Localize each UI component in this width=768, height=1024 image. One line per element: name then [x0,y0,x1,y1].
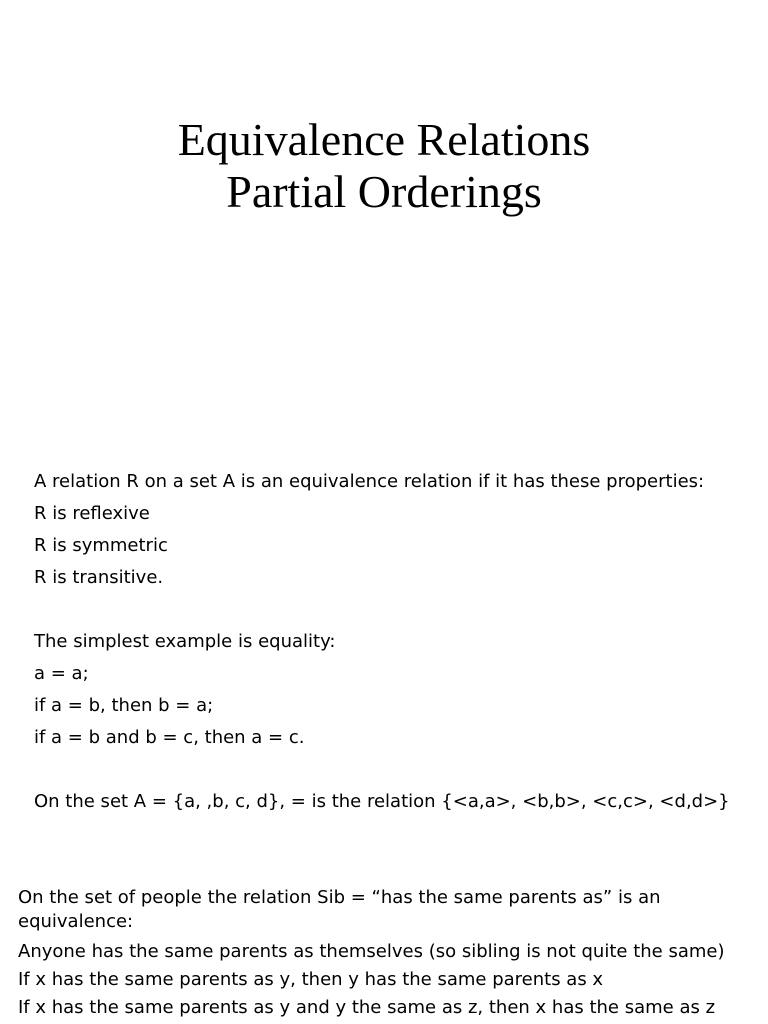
equality-intro: The simplest example is equality: [34,631,336,652]
equality-transitive-line: if a = b and b = c, then a = c. [34,727,305,748]
equality-reflexive-line: a = a; [34,663,89,684]
sibling-intro: On the set of people the relation Sib = “has the same parents as” is an equivalence: [18,887,661,932]
sibling-transitive-line: If x has the same parents as y and y the same as z, then x has the same as z [18,997,716,1018]
equality-symmetric-line: if a = b, then b = a; [34,695,214,716]
property-symmetric: R is symmetric [34,535,168,556]
sibling-example-block [18,886,725,1022]
equality-set-relation: On the set A = {a, ,b, c, d}, = is the relation {<a,a>, <b,b>, <c,c>, <d,d>} [34,791,730,812]
title-line-2: Partial Orderings [226,166,542,217]
sibling-symmetric-line: If x has the same parents as y, then y has the same parents as x [18,969,604,990]
sibling-reflexive-line: Anyone has the same parents as themselves (so sibling is not quite the same) [18,941,725,962]
slide-title [0,114,768,218]
property-transitive: R is transitive. [34,567,164,588]
spacer [34,594,730,626]
title-line-1: Equivalence Relations [177,114,591,165]
spacer [34,754,730,786]
property-reflexive: R is reflexive [34,503,150,524]
definition-intro: A relation R on a set A is an equivalence relation if it has these properties: [34,471,705,492]
equivalence-definition-block [34,466,730,818]
